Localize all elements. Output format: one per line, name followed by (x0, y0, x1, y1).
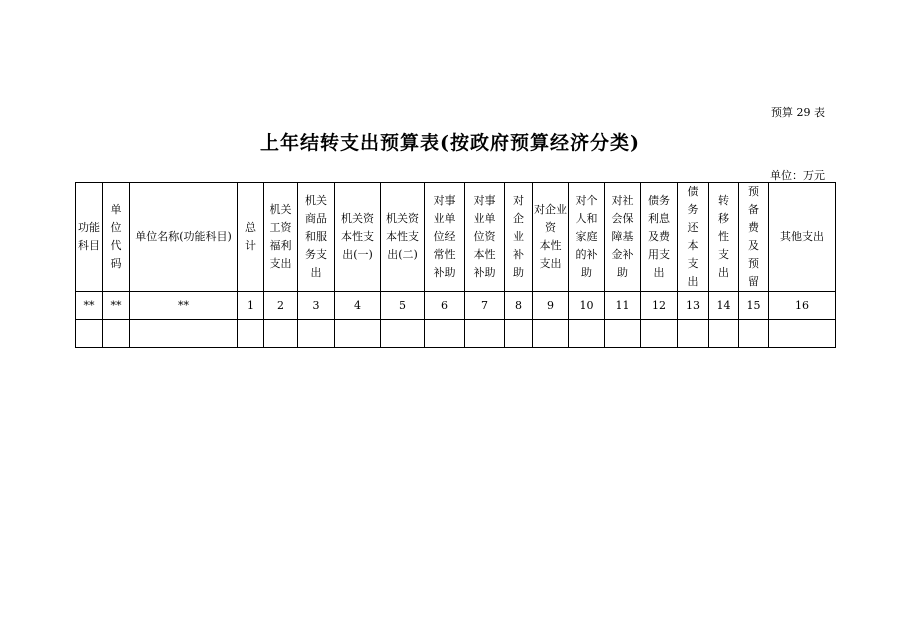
table-row (76, 320, 836, 348)
form-number: 预算 29 表 (771, 106, 825, 119)
table-cell (264, 320, 298, 348)
column-header: 机关资 本性支 出(二) (381, 183, 425, 292)
table-cell: 9 (533, 292, 569, 320)
column-header: 总 计 (238, 183, 264, 292)
table-cell (76, 320, 103, 348)
table-cell (381, 320, 425, 348)
table-cell: 16 (769, 292, 836, 320)
column-header: 单 位 代 码 (103, 183, 130, 292)
table-cell (641, 320, 678, 348)
column-header: 对事 业单 位资 本性 补助 (465, 183, 505, 292)
column-header: 单位名称(功能科目) (130, 183, 238, 292)
table-cell (465, 320, 505, 348)
table-cell: 1 (238, 292, 264, 320)
table-cell (238, 320, 264, 348)
column-header: 债务 利息 及费 用支 出 (641, 183, 678, 292)
unit-label: 单位：万元 (770, 169, 825, 182)
table-cell (739, 320, 769, 348)
table-cell: 13 (678, 292, 709, 320)
table-cell (678, 320, 709, 348)
column-header: 预 备 费 及 预 留 (739, 183, 769, 292)
table-cell (298, 320, 335, 348)
column-header: 机关资 本性支 出(一) (335, 183, 381, 292)
table-cell: ** (103, 292, 130, 320)
table-cell: 8 (505, 292, 533, 320)
table-cell (533, 320, 569, 348)
table-cell: 3 (298, 292, 335, 320)
table-cell (103, 320, 130, 348)
table-cell (130, 320, 238, 348)
table-cell: 4 (335, 292, 381, 320)
column-index-row (76, 292, 836, 320)
page-title: 上年结转支出预算表(按政府预算经济分类) (260, 132, 640, 154)
table-cell: 12 (641, 292, 678, 320)
table-cell (425, 320, 465, 348)
table-cell: ** (130, 292, 238, 320)
column-header: 对社 会保 障基 金补 助 (605, 183, 641, 292)
column-header: 对个 人和 家庭 的补 助 (569, 183, 605, 292)
column-header: 转 移 性 支 出 (709, 183, 739, 292)
column-header: 对事 业单 位经 常性 补助 (425, 183, 465, 292)
column-header: 机关 商品 和服 务支 出 (298, 183, 335, 292)
table-cell: 15 (739, 292, 769, 320)
table-cell (569, 320, 605, 348)
table-cell (335, 320, 381, 348)
table-cell: 11 (605, 292, 641, 320)
table-cell (709, 320, 739, 348)
table-cell (605, 320, 641, 348)
table-cell: ** (76, 292, 103, 320)
table-cell: 5 (381, 292, 425, 320)
table-cell: 14 (709, 292, 739, 320)
column-header: 其他支出 (769, 183, 836, 292)
table-cell (769, 320, 836, 348)
table-cell (505, 320, 533, 348)
table-cell: 10 (569, 292, 605, 320)
table-cell: 7 (465, 292, 505, 320)
table-cell: 2 (264, 292, 298, 320)
column-header: 对企业资 本性 支出 (533, 183, 569, 292)
column-header: 机关 工资 福利 支出 (264, 183, 298, 292)
column-header: 对 企 业 补 助 (505, 183, 533, 292)
column-header: 债 务 还 本 支 出 (678, 183, 709, 292)
budget-table (75, 182, 836, 348)
column-header: 功能 科目 (76, 183, 103, 292)
table-cell: 6 (425, 292, 465, 320)
header-row (76, 183, 836, 292)
